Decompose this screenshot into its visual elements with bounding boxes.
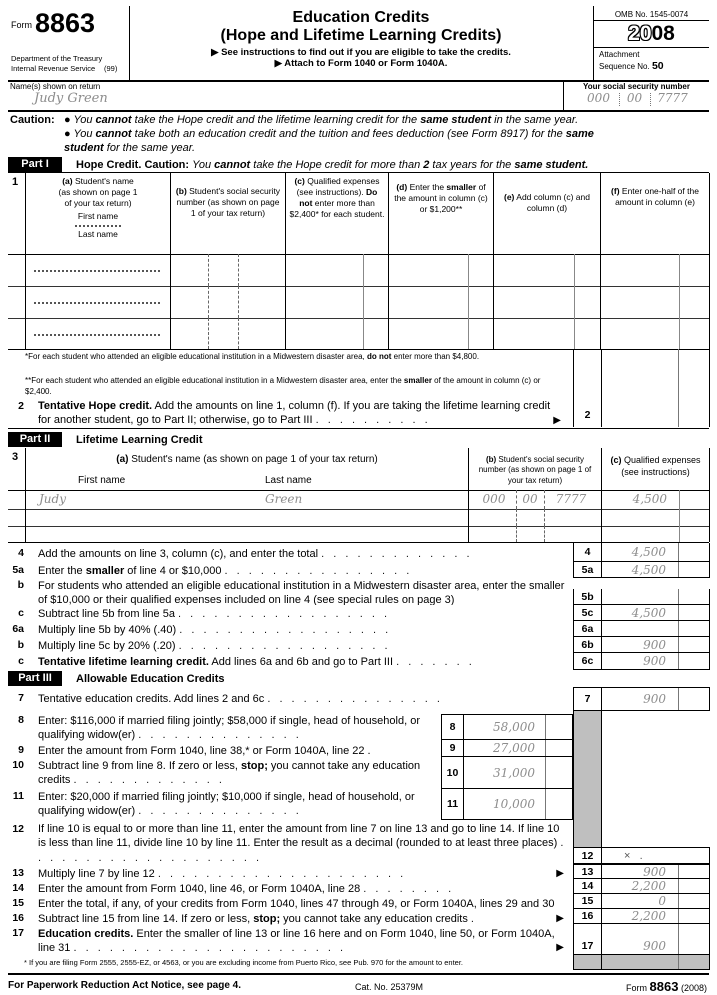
student-ssn-3[interactable]: 7777	[555, 492, 587, 506]
dept-treasury-label: Department of the Treasury	[11, 54, 103, 63]
line-5b-cents[interactable]	[679, 589, 709, 604]
line-17-text	[38, 927, 566, 955]
line-15-box	[573, 894, 710, 909]
line-17-value[interactable]: 900	[602, 924, 679, 954]
ssn-dashed-divider	[544, 509, 545, 526]
line-16-value[interactable]: 2,200	[602, 909, 679, 923]
line-10-box	[441, 757, 573, 789]
footer-form-word: Form	[626, 983, 648, 993]
col-b-text: (b) Student's social security number (as shown on page 1 of your tax return)	[175, 186, 281, 219]
student-ssn-cell[interactable]	[170, 254, 285, 286]
line-6c-cents[interactable]	[679, 653, 709, 669]
student-name-cell[interactable]	[25, 286, 170, 318]
line-11-value[interactable]: 10,000	[464, 789, 546, 819]
one-half-cell[interactable]	[600, 318, 710, 349]
part2-table	[8, 448, 709, 542]
footnote-1: *For each student who attended an eligible educational institution in a Midwestern disaster area, do not enter more than $4,800.	[25, 352, 480, 361]
col-a-last-name-label: Last name	[78, 229, 118, 240]
line-6c-box	[573, 653, 710, 670]
line-9-text: Enter the amount from Form 1040, line 38,* or Form 1040A, line 22 .	[38, 745, 371, 757]
line-5c-value[interactable]: 4,500	[602, 605, 679, 620]
line-4-cents[interactable]	[679, 543, 709, 561]
part2-student-row	[8, 490, 709, 510]
line-7-cents[interactable]	[679, 688, 709, 710]
student-name-cell[interactable]	[25, 254, 170, 286]
part2-col-c-header	[601, 448, 710, 490]
line-6a-number: 6a	[12, 623, 24, 635]
student-expenses-cell[interactable]	[601, 490, 710, 509]
name-row	[8, 80, 709, 112]
cents-divider	[679, 526, 680, 542]
line-15-number: 15	[12, 897, 24, 909]
ssn-dashed-divider	[544, 526, 545, 542]
line-6c-box-label: 6c	[574, 653, 602, 669]
line-9-cents[interactable]	[546, 740, 572, 756]
caution-block	[8, 113, 709, 156]
line-11-box-label: 11	[442, 789, 464, 819]
line-16-number: 16	[12, 912, 24, 924]
line-14-text: Enter the amount from Form 1040, line 46, or Form 1040A, line 28 . . . . . . . .	[38, 883, 452, 895]
cents-divider	[468, 254, 469, 286]
ssn-value[interactable]	[564, 91, 709, 107]
line-5c-row	[8, 605, 709, 621]
footer-rule	[8, 973, 709, 975]
line-11-cents[interactable]	[546, 789, 572, 819]
name-entry-dotted-line	[34, 334, 160, 336]
sequence-words: Sequence No.	[599, 62, 650, 71]
line2-box-label: 2	[584, 409, 591, 421]
student-last-name[interactable]: Green	[265, 492, 303, 506]
line-6a-box	[573, 621, 710, 637]
line-17-arrow-icon: ▶	[556, 942, 564, 953]
tax-year-suffix: 08	[651, 22, 675, 45]
part1-footnote-block	[8, 349, 709, 429]
part2-table-header	[8, 448, 709, 491]
line-8-box-label: 8	[442, 715, 464, 739]
cents-divider	[363, 286, 364, 318]
line-5c-box	[573, 605, 710, 621]
ssn-group-2[interactable]: 00	[626, 91, 643, 105]
student-name-cell[interactable]	[25, 509, 468, 526]
footer-form-number: 8863	[649, 979, 679, 994]
line-5a-text: Enter the smaller of line 4 or $10,000 . . . . . . . . . . . . . . . .	[38, 565, 410, 577]
line-11-number: 11	[12, 790, 24, 802]
line2-text-runs: Tentative Hope credit. Add the amounts on line 1, column (f). If you are taking the lifetime learning credit for another student, go to Part II; otherwise, go to Part III . . . . . . . . . .	[38, 400, 551, 427]
col-d-text: (d) Enter the smaller of the amount in column (c) or $1,200**	[394, 182, 488, 215]
ssn-dashed-divider	[238, 254, 239, 286]
catalog-number: Cat. No. 25379M	[355, 982, 424, 992]
line-5b-box	[573, 589, 710, 605]
line-8-cents[interactable]	[546, 715, 572, 739]
part2-calc-lines	[8, 543, 709, 671]
line-11-box	[441, 789, 573, 820]
cents-divider	[468, 318, 469, 349]
line-7-box	[573, 687, 710, 711]
caution-label: Caution:	[10, 114, 55, 126]
line2-text	[38, 399, 563, 428]
line-5a-row	[8, 562, 709, 578]
part2-student-row	[8, 526, 709, 543]
cents-divider	[468, 286, 469, 318]
line-8-text: Enter: $116,000 if married filing jointly; $58,000 if single, head of household, or qualifying widow(er) . . . . . . . . . . . . . .	[38, 715, 420, 742]
student-expenses-cell[interactable]	[601, 526, 710, 542]
col-a-line1: (a) Student's name	[62, 176, 134, 186]
ssn-dashed-divider	[208, 286, 209, 318]
line-5a-cents[interactable]	[679, 562, 709, 577]
line-17-number: 17	[12, 927, 24, 939]
name-label: Name(s) shown on return	[10, 82, 101, 91]
line-7-box-label: 7	[574, 688, 602, 710]
shaded-column	[573, 711, 602, 847]
cents-divider	[574, 318, 575, 349]
student-expenses-value[interactable]: 4,500	[632, 492, 667, 506]
taxpayer-name-value[interactable]: Judy Green	[34, 91, 108, 106]
line-10-box-label: 10	[442, 757, 464, 788]
sequence-label	[594, 59, 709, 72]
part2-col-c-text: (c) Qualified expenses (see instructions)	[610, 455, 701, 477]
part2-bar-title: Lifetime Learning Credit	[76, 434, 203, 446]
student-name-cell[interactable]	[25, 490, 468, 509]
part2-col-a-header	[25, 448, 468, 490]
name-entry-dotted-line	[34, 302, 160, 304]
line-4-box	[573, 543, 710, 562]
line2-amount-cell[interactable]	[602, 407, 678, 427]
see-instructions-note: ▶ See instructions to find out if you are eligible to take the credits.	[211, 47, 511, 58]
part2-col-a-text: (a) Student's name (as shown on page 1 of your tax return)	[116, 454, 378, 465]
line-16-text	[38, 912, 566, 926]
line-7-number: 7	[18, 692, 24, 704]
ssn-dashed-divider	[516, 526, 517, 542]
line-12-text: If line 10 is equal to or more than line 11, enter the amount from line 7 on line 13 and go to line 14. If line 10 is less than line 11, divide line 10 by line 11. Enter the result as a decimal (rounded to at least three places) . . . . . . . . . . . . . . . . . . . .	[38, 823, 564, 864]
attach-note: ▶ Attach to Form 1040 or Form 1040A.	[274, 58, 448, 69]
line-5c-box-label: 5c	[574, 605, 602, 620]
last-name-label: Last name	[265, 475, 312, 486]
part1-student-row	[8, 254, 709, 287]
part2-col-b-text: (b) Student's social security number (as shown on page 1 of your tax return)	[478, 455, 592, 485]
line-10-number: 10	[12, 759, 24, 771]
cents-divider	[679, 318, 680, 349]
line-8-number: 8	[18, 714, 24, 726]
tax-year-prefix: 20	[628, 22, 652, 45]
shaded-cell	[574, 955, 602, 969]
paperwork-notice: For Paperwork Reduction Act Notice, see page 4.	[8, 980, 242, 991]
line-5b-box-label: 5b	[574, 589, 602, 604]
part1-table-header	[8, 173, 709, 255]
form-title: Education Credits	[292, 9, 430, 26]
line-16-box-label: 16	[574, 909, 602, 923]
title-block	[129, 6, 593, 80]
ssn-dashed-divider	[208, 318, 209, 349]
cents-divider	[574, 254, 575, 286]
line-5b-row	[8, 578, 709, 605]
line3-number: 3	[12, 451, 19, 463]
line-16-cents[interactable]	[679, 909, 709, 923]
line-4-value[interactable]: 4,500	[602, 543, 679, 561]
line-6b-cents[interactable]	[679, 637, 709, 652]
student-ssn-cell[interactable]	[468, 490, 601, 509]
line-10-cents[interactable]	[546, 757, 572, 788]
line1-number: 1	[12, 176, 19, 188]
student-name-cell[interactable]	[25, 318, 170, 349]
line-9-number: 9	[18, 744, 24, 756]
line-6b-text: Multiply line 5c by 20% (.20) . . . . . . . . . . . . . . . . . .	[38, 640, 388, 652]
part3-bar-title: Allowable Education Credits	[76, 673, 225, 685]
part1-bar	[8, 157, 709, 172]
qualified-expenses-cell[interactable]	[285, 254, 388, 286]
ssn-dashed-divider	[238, 318, 239, 349]
ssn-group-1[interactable]: 000	[587, 91, 610, 105]
add-columns-cell[interactable]	[493, 318, 600, 349]
line-5b-text: For students who attended an eligible educational institution in a Midwestern disaster area, enter the smaller of $10,000 or their qualified expenses included on line 4 (see special rules on page 3)	[38, 580, 565, 605]
line-4-text: Add the amounts on line 3, column (c), and enter the total . . . . . . . . . . . . .	[38, 548, 470, 560]
irs-label: Internal Revenue Service	[11, 64, 96, 73]
part3-bar	[8, 671, 709, 686]
shaded-cell	[679, 955, 709, 969]
part2-student-row	[8, 509, 709, 527]
first-name-label: First name	[78, 475, 126, 486]
shaded-cell	[602, 955, 679, 969]
ssn-dashed-divider	[208, 254, 209, 286]
line-16-text-runs: Subtract line 15 from line 14. If zero or less, stop; you cannot take any education credits .	[38, 913, 474, 925]
col-a-line2: (as shown on page 1	[58, 187, 138, 198]
line-6c-number: c	[18, 655, 24, 667]
part1-col-a-header	[25, 173, 170, 254]
col-a-first-name-label: First name	[77, 211, 119, 222]
col-c-text: (c) Qualified expenses (see instructions). Do not enter more than $2,400* for each student.	[289, 176, 385, 220]
line-15-cents[interactable]	[679, 894, 709, 908]
student-ssn-cell[interactable]	[170, 318, 285, 349]
part3-block	[8, 686, 709, 973]
line-14-box	[573, 879, 710, 894]
smaller-amount-cell[interactable]	[388, 286, 493, 318]
cents-divider	[363, 254, 364, 286]
footer-form-id	[626, 979, 707, 994]
add-columns-cell[interactable]	[493, 254, 600, 286]
line-5a-box	[573, 562, 710, 578]
line-17-text-runs: Education credits. Enter the smaller of line 13 or line 16 here and on Form 1040, line 50, or Form 1040A, line 31 . . . . . . . . . . . . . . . . . . . . . . .	[38, 928, 555, 955]
line-16-box	[573, 909, 710, 924]
line-6b-row	[8, 637, 709, 653]
line-12-box	[573, 847, 710, 864]
first-last-dotted-divider	[75, 225, 121, 227]
footer-form-year: (2008)	[680, 983, 707, 993]
footnote-2: **For each student who attended an eligible educational institution in a Midwestern disaster area, enter the smaller of the amount in column (c) or $2,400.	[25, 376, 541, 396]
line-13-value[interactable]: 900	[602, 865, 679, 878]
cents-divider	[363, 318, 364, 349]
shaded-bottom-row	[573, 955, 710, 970]
line-6c-row	[8, 653, 709, 671]
part3-bar-label: Part III	[8, 671, 62, 686]
line-15-box-label: 15	[574, 894, 602, 908]
line-14-box-label: 14	[574, 879, 602, 893]
line-6c-text: Tentative lifetime learning credit. Add lines 6a and 6b and go to Part III . . . . . . .	[38, 656, 472, 668]
line-13-number: 13	[12, 867, 24, 879]
ssn-group-3[interactable]: 7777	[657, 91, 688, 105]
form-header	[8, 6, 709, 82]
line-14-value[interactable]: 2,200	[602, 879, 679, 893]
line-16-arrow-icon: ▶	[556, 913, 564, 925]
line-5c-number: c	[18, 607, 24, 619]
line-6b-box-label: 6b	[574, 637, 602, 652]
line-6c-value[interactable]: 900	[602, 653, 679, 669]
line-4-box-label: 4	[574, 543, 602, 561]
line-6a-cents[interactable]	[679, 621, 709, 636]
form-number-block	[8, 6, 130, 80]
line-5a-number: 5a	[12, 564, 24, 576]
line-13-box	[573, 864, 710, 879]
line-9-box	[441, 740, 573, 757]
cents-divider	[679, 509, 680, 526]
line-6a-text: Multiply line 5b by 40% (.40) . . . . . . . . . . . . . . . . . .	[38, 624, 389, 636]
line2-rail	[573, 349, 710, 427]
asterisk-footnote: * If you are filing Form 2555, 2555-EZ, or 4563, or you are excluding income from Puerto Rico, see Pub. 970 for the amount to enter.	[24, 958, 463, 967]
sequence-number: 50	[651, 60, 664, 72]
student-ssn-cell[interactable]	[170, 286, 285, 318]
line-17-box	[573, 924, 710, 955]
part1-col-c-header	[285, 173, 388, 254]
part1-bar-title: Hope Credit. Caution: You cannot take the Hope credit for more than 2 tax years for the same student.	[76, 159, 589, 171]
line-6b-number: b	[17, 639, 24, 651]
line-9-box-label: 9	[442, 740, 464, 756]
form-subtitle: (Hope and Lifetime Learning Credits)	[220, 27, 502, 44]
ssn-label: Your social security number	[583, 82, 690, 91]
omb-block	[593, 6, 709, 80]
line-6a-row	[8, 621, 709, 637]
line-12-value[interactable]: × .	[624, 849, 643, 862]
part1-student-row	[8, 286, 709, 319]
line-5c-text: Subtract line 5b from line 5a . . . . . . . . . . . . . . . . . .	[38, 608, 387, 620]
ssn-box	[563, 80, 709, 110]
student-expenses-cell[interactable]	[601, 509, 710, 526]
line-7-text: Tentative education credits. Add lines 2 and 6c . . . . . . . . . . . . . . .	[38, 693, 440, 705]
line-4-row	[8, 543, 709, 562]
student-ssn-cell[interactable]	[468, 509, 601, 526]
cents-divider	[679, 490, 680, 509]
line-13-cents[interactable]	[679, 865, 709, 878]
line-12-number: 12	[12, 823, 24, 835]
qualified-expenses-cell[interactable]	[285, 318, 388, 349]
smaller-amount-cell[interactable]	[388, 254, 493, 286]
cents-divider	[678, 349, 679, 427]
student-name-cell[interactable]	[25, 526, 468, 542]
one-half-cell[interactable]	[600, 254, 710, 286]
tax-year	[594, 21, 709, 48]
ssn-dashed-divider	[544, 490, 545, 509]
line-7-value[interactable]: 900	[602, 688, 679, 710]
line-8-box	[441, 714, 573, 740]
line-5c-cents[interactable]	[679, 605, 709, 620]
part1-col-e-header	[493, 173, 600, 254]
caution-bullet-1: ● You cannot take the Hope credit and the lifetime learning credit for the same student in the same year.	[64, 114, 579, 126]
line-5b-value[interactable]	[602, 589, 679, 604]
form-number: 8863	[35, 8, 96, 38]
line-5a-value[interactable]: 4,500	[602, 562, 679, 577]
line-14-number: 14	[12, 882, 24, 894]
part1-col-b-header	[170, 173, 285, 254]
caution-bullet-2: ● You cannot take both an education credit and the tuition and fees deduction (see Form 8917) for the same student for the same year.	[64, 128, 594, 154]
col-a-line3: of your tax return)	[64, 198, 132, 209]
line-17-cents[interactable]	[679, 924, 709, 954]
line-5a-box-label: 5a	[574, 562, 602, 577]
part1-bar-label: Part I	[8, 157, 62, 172]
line-13-box-label: 13	[574, 865, 602, 878]
mid-box-stack	[441, 714, 573, 820]
line2-number: 2	[18, 400, 24, 412]
col-f-text: (f) Enter one-half of the amount in column (e)	[611, 186, 699, 208]
cents-divider	[574, 286, 575, 318]
qualified-expenses-cell[interactable]	[285, 286, 388, 318]
line-15-text: Enter the total, if any, of your credits from Form 1040, lines 47 through 49, or Form 1040A, lines 29 and 30	[38, 898, 555, 910]
line-13-text	[38, 867, 566, 881]
part2-bar-label: Part II	[8, 432, 62, 447]
col-e-text: (e) Add column (c) and column (d)	[504, 192, 590, 214]
line2-arrow-icon: ▶	[553, 415, 561, 426]
line-11-text: Enter: $20,000 if married filing jointly; $10,000 if single, head of household, or qualifying widow(er) . . . . . . . . . . . . . .	[38, 791, 415, 818]
line-14-cents[interactable]	[679, 879, 709, 893]
name-entry-dotted-line	[34, 270, 160, 272]
part1-table	[8, 172, 709, 350]
part2-col-b-header	[468, 448, 601, 490]
line-6b-box	[573, 637, 710, 653]
attachment-label: Attachment	[599, 50, 640, 59]
line-15-value[interactable]: 0	[602, 894, 679, 908]
line-10-value[interactable]: 31,000	[464, 757, 546, 788]
ssn-dashed-divider	[238, 286, 239, 318]
irs-code: (99)	[104, 64, 118, 73]
ssn-dashed-divider	[516, 490, 517, 509]
line-5b-number: b	[17, 579, 24, 591]
form-word: Form	[11, 20, 32, 30]
cents-divider	[679, 286, 680, 318]
part2-bar	[8, 432, 709, 447]
ssn-dashed-divider	[516, 509, 517, 526]
student-ssn-1[interactable]: 000	[482, 492, 506, 506]
student-ssn-cell[interactable]	[468, 526, 601, 542]
student-first-name[interactable]: Judy	[39, 492, 66, 506]
line-10-text: Subtract line 9 from line 8. If zero or less, stop; you cannot take any education credits . . . . . . . . . . . . .	[38, 760, 421, 787]
part1-student-row	[8, 318, 709, 350]
line-12-box-label: 12	[574, 848, 602, 863]
cents-divider	[679, 254, 680, 286]
part1-col-f-header	[600, 173, 710, 254]
line-6a-value[interactable]	[602, 621, 679, 636]
line-13-text-runs: Multiply line 7 by line 12 . . . . . . . . . . . . . . . . . . . . .	[38, 868, 404, 880]
smaller-amount-cell[interactable]	[388, 318, 493, 349]
line-4-number: 4	[18, 547, 24, 559]
line-8-value[interactable]: 58,000	[464, 715, 546, 739]
line-9-value[interactable]: 27,000	[464, 740, 546, 756]
line-6b-value[interactable]: 900	[602, 637, 679, 652]
line-13-arrow-icon: ▶	[556, 868, 564, 880]
student-ssn-2[interactable]: 00	[522, 492, 538, 506]
line-17-box-label: 17	[574, 924, 602, 954]
omb-number: OMB No. 1545-0074	[594, 6, 709, 21]
one-half-cell[interactable]	[600, 286, 710, 318]
line-6a-box-label: 6a	[574, 621, 602, 636]
add-columns-cell[interactable]	[493, 286, 600, 318]
part1-col-d-header	[388, 173, 493, 254]
